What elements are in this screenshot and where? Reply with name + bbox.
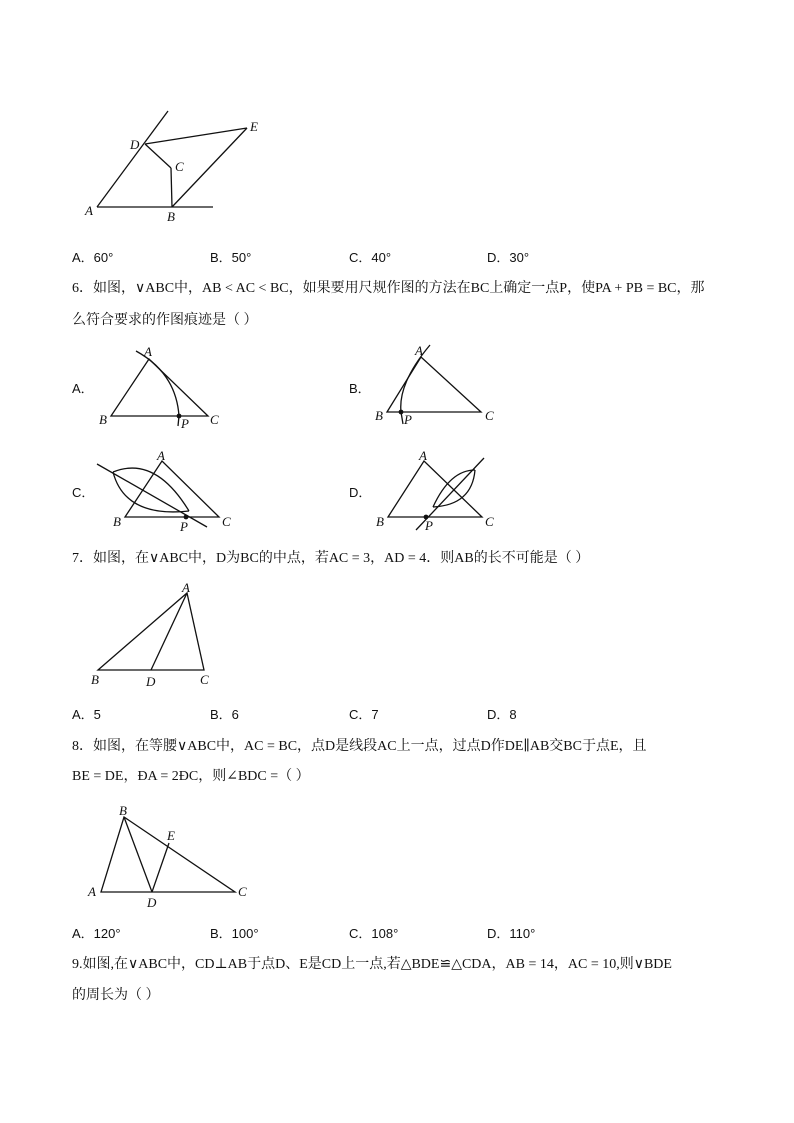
q6b-label-b: B <box>375 408 383 423</box>
q5-option-a[interactable]: A．60° <box>72 250 114 265</box>
q5-option-b[interactable]: B．50° <box>210 250 252 265</box>
q6c-label-b: B <box>113 514 121 529</box>
q5-option-c[interactable]: C．40° <box>349 250 392 265</box>
q8-label-b: B <box>119 803 127 818</box>
q6-option-c-letter[interactable]: C． <box>72 485 95 500</box>
q6-option-b-letter[interactable]: B． <box>349 381 371 396</box>
q6-option-a-letter[interactable]: A． <box>72 381 94 396</box>
q6c-label-c: C <box>222 514 231 529</box>
q6a-label-c: C <box>210 412 219 427</box>
q7-option-c[interactable]: C．7 <box>349 707 379 722</box>
q8-option-d[interactable]: D．110° <box>487 926 536 941</box>
q5-option-d[interactable]: D．30° <box>487 250 530 265</box>
q7-label-b: B <box>91 672 99 687</box>
q8-label-c: C <box>238 884 247 899</box>
q6d-label-b: B <box>376 514 384 529</box>
q6b-label-p: P <box>404 412 412 427</box>
q8-label-e: E <box>167 828 175 843</box>
q6b-label-a: A <box>415 343 423 358</box>
q5-label-e: E <box>250 119 258 134</box>
q6a-label-p: P <box>181 416 189 431</box>
q6c-label-a: A <box>157 448 165 463</box>
q7-option-b[interactable]: B．6 <box>210 707 239 722</box>
q6d-label-p: P <box>425 518 433 533</box>
q5-label-b: B <box>167 209 175 224</box>
q7-label-a: A <box>182 580 190 595</box>
q9-stem-line1: 9.如图,在∨ABC中，CD⊥AB于点D、E是CD上一点,若△BDE≌△CDA，AB = 14，AC = 10,则∨BDE <box>72 957 672 972</box>
q6-option-d-letter[interactable]: D． <box>349 485 372 500</box>
q6d-label-c: C <box>485 514 494 529</box>
q6c-label-p: P <box>180 519 188 534</box>
q6-stem-line2: 么符合要求的作图痕迹是（ ） <box>72 313 258 328</box>
q6-stem-line1: 6．如图，∨ABC中，AB < AC < BC，如果要用尺规作图的方法在BC上确定一点P，使PA + PB = BC，那 <box>72 281 705 296</box>
q7-option-d[interactable]: D．8 <box>487 707 517 722</box>
q8-option-a[interactable]: A．120° <box>72 926 121 941</box>
q8-stem-line2: BE = DE，ÐA = 2ÐC，则∠BDC =（ ） <box>72 769 310 784</box>
q6d-label-a: A <box>419 448 427 463</box>
q7-label-d: D <box>146 674 156 689</box>
q7-option-a[interactable]: A．5 <box>72 707 101 722</box>
q8-line-de <box>152 843 169 892</box>
q7-label-c: C <box>200 672 209 687</box>
q6a-label-a: A <box>144 344 152 359</box>
q5-label-d: D <box>130 137 140 152</box>
q8-option-b[interactable]: B．100° <box>210 926 259 941</box>
q5-label-a: A <box>85 203 93 218</box>
q7-stem: 7．如图，在∨ABC中，D为BC的中点，若AC = 3，AD = 4．则AB的长不可能是（ ） <box>72 551 590 566</box>
q8-option-c[interactable]: C．108° <box>349 926 399 941</box>
q6b-label-c: C <box>485 408 494 423</box>
q9-stem-line2: 的周长为（ ） <box>72 988 160 1003</box>
q8-label-a: A <box>88 884 96 899</box>
q5-label-c: C <box>175 159 184 174</box>
q6a-label-b: B <box>99 412 107 427</box>
q8-label-d: D <box>147 895 157 910</box>
q8-line-bd <box>124 817 152 892</box>
q8-stem-line1: 8．如图，在等腰∨ABC中，AC = BC，点D是线段AC上一点，过点D作DE∥AB交BC于点E，且 <box>72 739 647 754</box>
